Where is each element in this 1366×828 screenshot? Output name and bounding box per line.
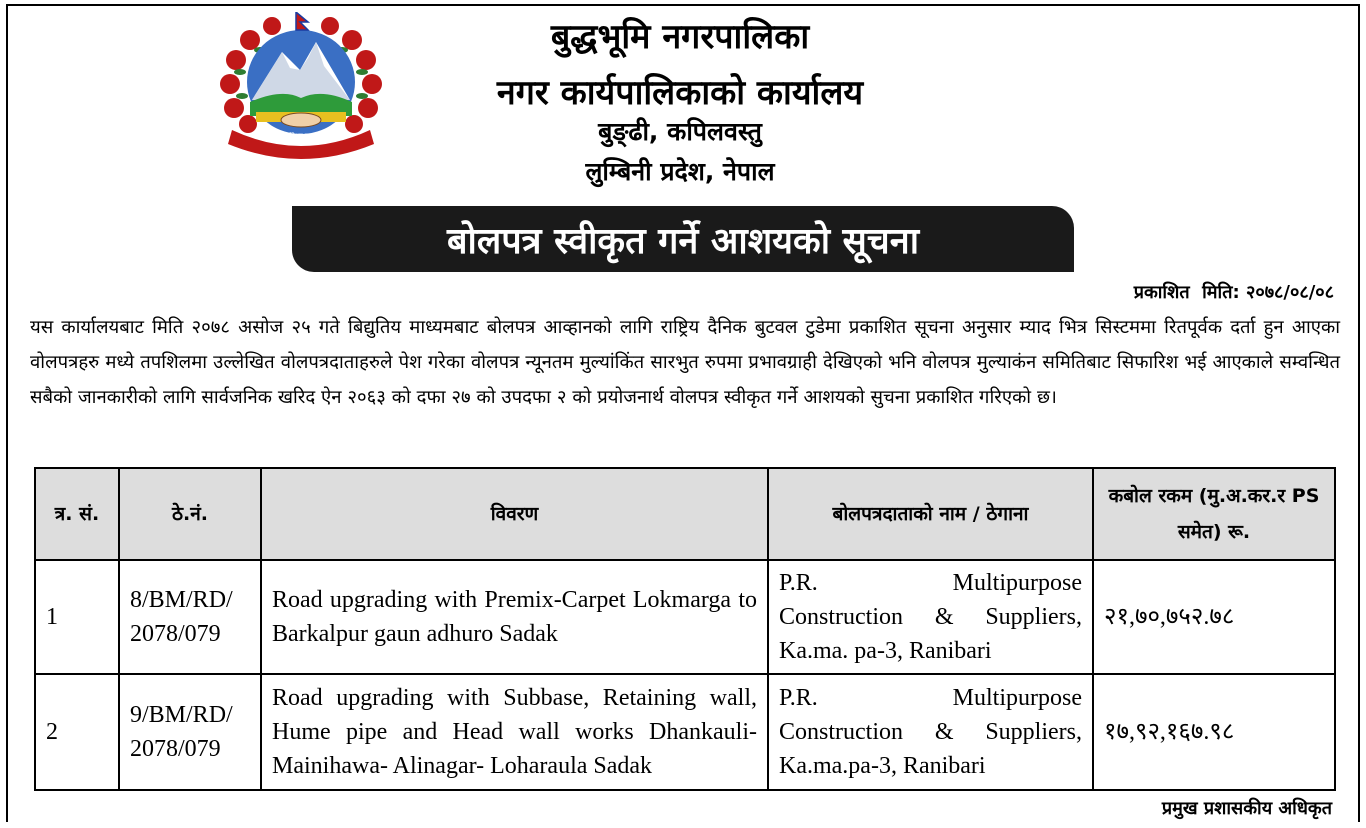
table-header-row [35, 468, 1335, 560]
office-name: नगर कार्यपालिकाको कार्यालय [496, 73, 864, 113]
table-row [35, 560, 1335, 674]
header-amount: कबोल रकम (मु.अ.कर.र PS समेत) रू. [1093, 468, 1335, 560]
notice-body: यस कार्यालयबाट मिति २०७८ असोज २५ गते बिद्युतिय माध्यमबाट बोलपत्र आव्हानको लागि राष्ट्रिय दैनिक बुटवल टुडेमा प्रकाशित सूचना अनुसार म्याद भित्र सिस्टममा रितपूर्वक दर्ता हुन आएका वोलपत्रहरु मध्ये तपशिलमा उल्लेखित वोलपत्रदाताहरुले पेश गरेका वोलपत्र न्यूनतम मुल्यांकिंत सारभुत रुपमा प्रभावग्राही देखिएको भनि वोलपत्र मुल्याकंन समितिबाट सिफारिश भई आएकाले सम्वन्धित सबैको जानकारीको लागि सार्वजनिक खरिद ऐन २०६३ को दफा २७ को उपदफा २ को प्रयोजनार्थ वोलपत्र स्वीकृत गर्ने आशयको सुचना प्रकाशित गरिएको छ। [30, 317, 1340, 408]
header-bidder: बोलपत्रदाताको नाम / ठेगाना [768, 468, 1093, 560]
row-description: Road upgrading with Premix-Carpet Lokmarga to Barkalpur gaun adhuro Sadak [261, 560, 768, 674]
row-bidder: P.R. Multipurpose Construction & Suppliers, Ka.ma. pa-3, Ranibari [768, 560, 1093, 674]
signatory-title: प्रमुख प्रशासकीय अधिकृत [1161, 798, 1332, 819]
row-amount: २१,७०,७५२.७८ [1093, 560, 1335, 674]
row-contract-no: 8/BM/RD/ 2078/079 [119, 560, 261, 674]
header-contract-no: ठे.नं. [119, 468, 261, 560]
published-label: प्रकाशित मिति: [1133, 282, 1240, 303]
notice-title: बोलपत्र स्वीकृत गर्ने आशयको सूचना [446, 220, 920, 262]
published-date-line [1134, 280, 1334, 304]
header-description: विवरण [261, 468, 768, 560]
published-date: २०७८/०८/०८ [1245, 282, 1334, 303]
province-country: लुम्बिनी प्रदेश, नेपाल [585, 157, 775, 186]
office-address: बुङ्ढी, कपिलवस्तु [598, 117, 762, 146]
municipality-name: बुद्धभूमि नगरपालिका [550, 17, 810, 57]
notice-title-banner [292, 206, 1074, 272]
header-sn: त्र. सं. [35, 468, 119, 560]
bid-table [34, 467, 1336, 791]
row-sn: 2 [35, 674, 119, 790]
row-description: Road upgrading with Subbase, Retaining wall, Hume pipe and Head wall works Dhankauli-Mainihawa- Alinagar- Loharaula Sadak [261, 674, 768, 790]
row-contract-no: 9/BM/RD/ 2078/079 [119, 674, 261, 790]
row-sn: 1 [35, 560, 119, 674]
table-row [35, 674, 1335, 790]
row-bidder: P.R. Multipurpose Construction & Suppliers, Ka.ma.pa-3, Ranibari [768, 674, 1093, 790]
emblem-motto: जननी जन्मभूमिश्च स्वर्गादपि गरीयसी [255, 132, 349, 140]
row-amount: १७,९२,१६७.९८ [1093, 674, 1335, 790]
